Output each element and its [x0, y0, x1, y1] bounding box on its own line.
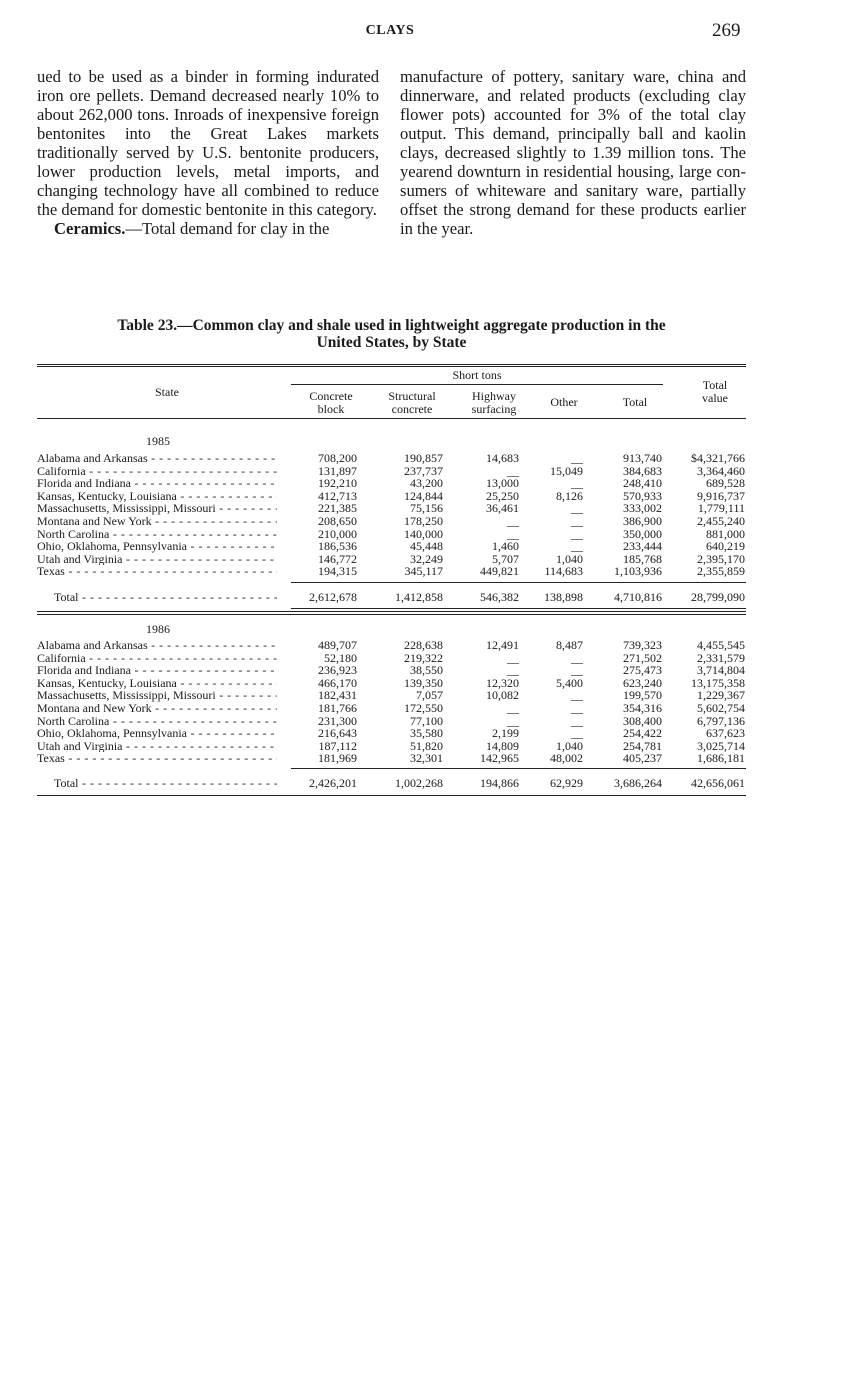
header-total-value: Total value	[702, 378, 728, 405]
header-bottom-rule	[37, 418, 746, 419]
cell-total-value: 1,229,367	[697, 688, 745, 703]
cell-concrete-block: 216,643	[318, 726, 357, 741]
cell-total-value: 4,455,545	[697, 638, 745, 652]
cell-structural-concrete: 124,844	[404, 488, 443, 503]
cell-structural-concrete: 140,000	[404, 526, 443, 541]
cell-structural-concrete: 32,249	[410, 551, 443, 566]
cell-structural-concrete: 190,857	[404, 451, 443, 465]
cell-structural-concrete: 77,100	[410, 713, 443, 728]
cell-state: Alabama and Arkansas - - -	[37, 639, 277, 652]
cell-highway-surfacing: __	[507, 663, 519, 678]
header-short-tons: Short tons	[452, 368, 502, 382]
cell-state: North Carolina - - -	[37, 715, 277, 728]
table-row	[37, 727, 746, 740]
total-1985-top-rule	[291, 582, 746, 583]
cell-state: Kansas, Kentucky, Louisiana - - -	[37, 677, 277, 690]
cell-total: 386,900	[623, 514, 662, 528]
total-label: Total - - -	[54, 591, 277, 604]
cell-structural-concrete: 35,580	[410, 726, 443, 741]
table-row	[37, 540, 746, 553]
cell-other: __	[571, 701, 583, 715]
cell-total-value: 3,364,460	[697, 463, 745, 478]
cell-state: Massachusetts, Mississippi, Missouri - - -	[37, 502, 277, 515]
cell-other: 8,487	[556, 638, 583, 652]
cell-structural-concrete: 38,550	[410, 663, 443, 678]
cell-total: 350,000	[623, 526, 662, 541]
header-highway-surfacing: Highway surfacing	[471, 389, 517, 416]
cell-highway-surfacing: __	[507, 650, 519, 665]
cell-concrete-block: 466,170	[318, 675, 357, 690]
cell-total-value: 9,916,737	[697, 488, 745, 503]
cell-other: __	[571, 663, 583, 678]
total-structural-concrete: 1,002,268	[395, 776, 443, 790]
cell-other: __	[571, 650, 583, 665]
total-concrete-block: 2,612,678	[309, 590, 357, 604]
left-paragraph-2	[37, 219, 379, 238]
cell-state: Florida and Indiana - - -	[37, 477, 277, 490]
cell-highway-surfacing: 13,000	[486, 476, 519, 491]
cell-state: Ohio, Oklahoma, Pennsylvania - - -	[37, 540, 277, 553]
cell-total: 254,422	[623, 726, 662, 741]
table-title	[37, 317, 746, 351]
cell-total: 233,444	[623, 539, 662, 554]
running-head	[0, 22, 852, 42]
cell-highway-surfacing: 5,707	[492, 551, 519, 566]
cell-other: 1,040	[556, 551, 583, 566]
total-other: 138,898	[544, 590, 583, 604]
section-divider-rule-2	[37, 611, 746, 612]
cell-total: 271,502	[623, 650, 662, 665]
cell-total-value: 6,797,136	[697, 713, 745, 728]
cell-total-value: 1,686,181	[697, 751, 745, 766]
right-text-column	[400, 67, 746, 238]
page-number: 269	[712, 20, 741, 41]
table-row	[37, 639, 746, 652]
cell-highway-surfacing: __	[507, 514, 519, 528]
table-row	[37, 752, 746, 765]
cell-total-value: 2,395,170	[697, 551, 745, 566]
cell-state: Massachusetts, Mississippi, Missouri - - -	[37, 689, 277, 702]
cell-state: Texas - - -	[37, 752, 277, 765]
cell-structural-concrete: 178,250	[404, 514, 443, 528]
cell-other: __	[571, 526, 583, 541]
header-structural-concrete: Structural concrete	[388, 389, 436, 416]
cell-state: California - - -	[37, 652, 277, 665]
cell-total: 384,683	[623, 463, 662, 478]
header-other: Other	[550, 395, 578, 409]
table-bottom-rule	[37, 795, 746, 796]
cell-total: 570,933	[623, 488, 662, 503]
left-text-column	[37, 67, 379, 238]
total-other: 62,929	[550, 776, 583, 790]
cell-total: 354,316	[623, 701, 662, 715]
cell-total: 185,768	[623, 551, 662, 566]
total-total: 4,710,816	[614, 590, 662, 604]
cell-structural-concrete: 7,057	[416, 688, 443, 703]
cell-structural-concrete: 219,322	[404, 650, 443, 665]
cell-state: Ohio, Oklahoma, Pennsylvania - - -	[37, 727, 277, 740]
cell-total: 1,103,936	[614, 564, 662, 579]
table-top-rule-2	[37, 366, 746, 367]
cell-concrete-block: 412,713	[318, 488, 357, 503]
cell-total-value: 637,623	[706, 726, 745, 741]
cell-highway-surfacing: 2,199	[492, 726, 519, 741]
right-paragraph-1: manufacture of pottery, sanitary ware, china and dinnerware, and related products (excluding clay flower pots) accounted for 3% of the total clay output. This demand, principally ball and kaolin clays, decreased slightly to 1.39 million tons. The yearend downturn in residential housing, large consumers of whiteware and sanitary ware, partially offset the strong demand for these products earlier in the year.	[400, 67, 746, 238]
cell-other: 8,126	[556, 488, 583, 503]
cell-total-value: 5,602,754	[697, 701, 745, 715]
total-label: Total - - -	[54, 777, 277, 790]
total-highway-surfacing: 546,382	[480, 590, 519, 604]
cell-structural-concrete: 172,550	[404, 701, 443, 715]
cell-state: Kansas, Kentucky, Louisiana - - -	[37, 490, 277, 503]
cell-total: 739,323	[623, 638, 662, 652]
cell-total-value: 1,779,111	[697, 501, 745, 516]
cell-other: 15,049	[550, 463, 583, 478]
cell-concrete-block: 236,923	[318, 663, 357, 678]
cell-total: 248,410	[623, 476, 662, 491]
cell-state: Utah and Virginia - - -	[37, 740, 277, 753]
cell-other: 114,683	[544, 564, 583, 579]
cell-highway-surfacing: 36,461	[486, 501, 519, 516]
table-row	[37, 515, 746, 528]
cell-state: North Carolina - - -	[37, 528, 277, 541]
cell-other: 48,002	[550, 751, 583, 766]
cell-other: __	[571, 713, 583, 728]
cell-total: 199,570	[623, 688, 662, 703]
cell-concrete-block: 52,180	[324, 650, 357, 665]
cell-structural-concrete: 45,448	[410, 539, 443, 554]
cell-highway-surfacing: __	[507, 713, 519, 728]
header-concrete-block: Concrete block	[309, 389, 353, 416]
total-row-1985	[37, 591, 746, 604]
ceramics-heading: Ceramics.	[54, 219, 126, 238]
year-label-1986: 1986	[146, 622, 170, 636]
table-top-rule	[37, 364, 746, 365]
cell-total: 254,781	[623, 738, 662, 753]
cell-concrete-block: 187,112	[318, 738, 357, 753]
cell-other: __	[571, 476, 583, 491]
total-value: 28,799,090	[691, 590, 745, 604]
cell-state: Alabama and Arkansas - - -	[37, 452, 277, 465]
cell-other: __	[571, 688, 583, 703]
cell-concrete-block: 186,536	[318, 539, 357, 554]
table-row	[37, 664, 746, 677]
section-divider-rule-3	[37, 614, 746, 615]
total-row-1986	[37, 777, 746, 790]
cell-other: __	[571, 514, 583, 528]
cell-concrete-block: 210,000	[318, 526, 357, 541]
cell-concrete-block: 194,315	[318, 564, 357, 579]
cell-concrete-block: 181,766	[318, 701, 357, 715]
table-row	[37, 477, 746, 490]
cell-total: 275,473	[623, 663, 662, 678]
cell-structural-concrete: 75,156	[410, 501, 443, 516]
total-value: 42,656,061	[691, 776, 745, 790]
table-title-line-2: United States, by State	[316, 334, 467, 351]
cell-total-value: 2,355,859	[697, 564, 745, 579]
cell-concrete-block: 131,897	[318, 463, 357, 478]
cell-total: 623,240	[623, 675, 662, 690]
year-label-1985: 1985	[146, 434, 170, 448]
total-highway-surfacing: 194,866	[480, 776, 519, 790]
cell-state: Florida and Indiana - - -	[37, 664, 277, 677]
table-row	[37, 452, 746, 465]
cell-total: 308,400	[623, 713, 662, 728]
cell-highway-surfacing: 14,683	[486, 451, 519, 465]
cell-concrete-block: 489,707	[318, 638, 357, 652]
total-structural-concrete: 1,412,858	[395, 590, 443, 604]
ceramics-text: —Total demand for clay in the	[125, 219, 330, 238]
cell-structural-concrete: 139,350	[404, 675, 443, 690]
total-total: 3,686,264	[614, 776, 662, 790]
cell-other: 5,400	[556, 675, 583, 690]
cell-concrete-block: 221,385	[318, 501, 357, 516]
cell-highway-surfacing: 1,460	[492, 539, 519, 554]
cell-total-value: $4,321,766	[691, 451, 745, 465]
cell-concrete-block: 182,431	[318, 688, 357, 703]
cell-total-value: 13,175,358	[691, 675, 745, 690]
short-tons-rule	[291, 384, 663, 385]
table-row	[37, 565, 746, 578]
table-title-line-1: Table 23.—Common clay and shale used in lightweight aggregate production in the	[117, 317, 666, 334]
cell-structural-concrete: 345,117	[404, 564, 443, 579]
cell-total-value: 3,025,714	[697, 738, 745, 753]
cell-highway-surfacing: 12,320	[486, 675, 519, 690]
cell-total-value: 2,455,240	[697, 514, 745, 528]
cell-other: 1,040	[556, 738, 583, 753]
cell-other: __	[571, 726, 583, 741]
cell-structural-concrete: 32,301	[410, 751, 443, 766]
header-state: State	[155, 385, 179, 399]
cell-concrete-block: 146,772	[318, 551, 357, 566]
cell-concrete-block: 181,969	[318, 751, 357, 766]
cell-total-value: 3,714,804	[697, 663, 745, 678]
cell-highway-surfacing: 142,965	[480, 751, 519, 766]
cell-highway-surfacing: 14,809	[486, 738, 519, 753]
cell-highway-surfacing: 25,250	[486, 488, 519, 503]
cell-highway-surfacing: __	[507, 701, 519, 715]
total-1986-top-rule	[291, 768, 746, 769]
cell-other: __	[571, 501, 583, 516]
cell-structural-concrete: 237,737	[404, 463, 443, 478]
cell-concrete-block: 192,210	[318, 476, 357, 491]
cell-total-value: 881,000	[706, 526, 745, 541]
cell-state: California - - -	[37, 465, 277, 478]
total-concrete-block: 2,426,201	[309, 776, 357, 790]
cell-highway-surfacing: 10,082	[486, 688, 519, 703]
cell-state: Texas - - -	[37, 565, 277, 578]
cell-total-value: 640,219	[706, 539, 745, 554]
cell-structural-concrete: 51,820	[410, 738, 443, 753]
cell-highway-surfacing: __	[507, 526, 519, 541]
cell-concrete-block: 208,650	[318, 514, 357, 528]
cell-total-value: 2,331,579	[697, 650, 745, 665]
header-total: Total	[622, 395, 648, 409]
cell-highway-surfacing: 449,821	[480, 564, 519, 579]
cell-other: __	[571, 539, 583, 554]
cell-structural-concrete: 228,638	[404, 638, 443, 652]
cell-total: 333,002	[623, 501, 662, 516]
section-divider-rule-1	[291, 608, 746, 609]
cell-state: Montana and New York - - -	[37, 702, 277, 715]
cell-concrete-block: 231,300	[318, 713, 357, 728]
cell-structural-concrete: 43,200	[410, 476, 443, 491]
cell-total-value: 689,528	[706, 476, 745, 491]
cell-highway-surfacing: __	[507, 463, 519, 478]
cell-total: 913,740	[623, 451, 662, 465]
left-paragraph-1: ued to be used as a binder in forming indurated iron ore pellets. Demand decreased nearly 10% to about 262,000 tons. Inroads of inexpensive foreign bentonites into the Great Lakes markets traditionally served by U.S. bentonite producers, lower production levels, metal imports, and changing technology have all combined to reduce the demand for domestic bentonite in this category.	[37, 67, 379, 219]
cell-other: __	[571, 451, 583, 465]
cell-state: Montana and New York - - -	[37, 515, 277, 528]
cell-total: 405,237	[623, 751, 662, 766]
cell-highway-surfacing: 12,491	[486, 638, 519, 652]
table-row	[37, 702, 746, 715]
running-head-title: CLAYS	[365, 23, 415, 38]
cell-state: Utah and Virginia - - -	[37, 553, 277, 566]
cell-concrete-block: 708,200	[318, 451, 357, 465]
